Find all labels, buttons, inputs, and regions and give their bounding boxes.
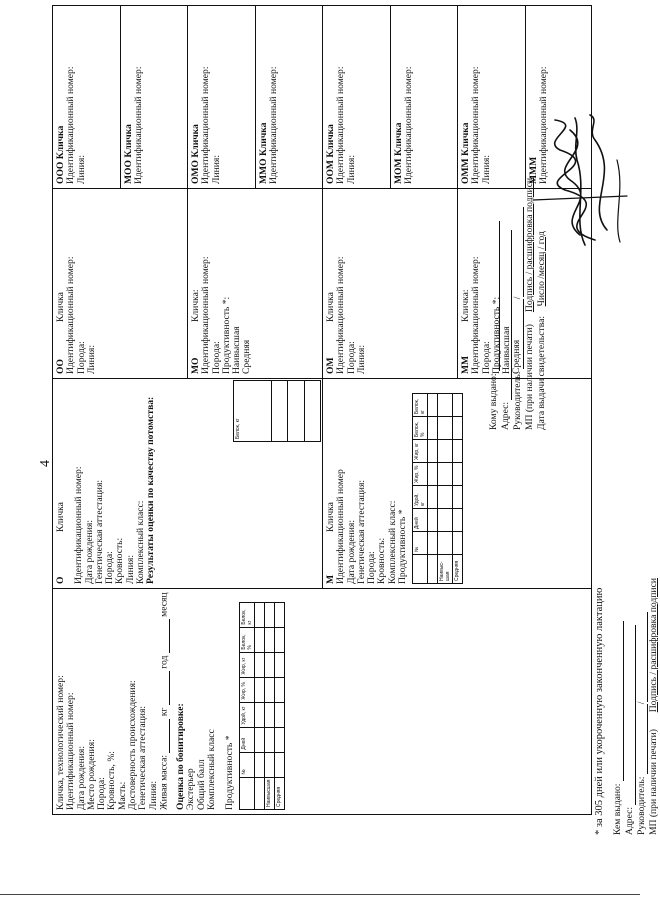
right-signature-label: Подпись / расшифровка подписи [524, 177, 535, 313]
dam-line: Дата рождения: [75, 746, 87, 810]
prod-header: Дней [240, 727, 255, 752]
gp-OM-line: Порода: [345, 341, 357, 374]
prod-header: Белок, кг [413, 394, 428, 417]
prod-header: Дней [413, 509, 428, 532]
gp-MM-line: Идентификационный номер: [470, 256, 482, 374]
page-edge-rule [0, 894, 640, 895]
prod-row-label: Средняя [453, 555, 463, 584]
left-address: Адрес: [624, 806, 635, 835]
gp-OM-name: Кличка [325, 292, 336, 322]
ggp-MMO-cell [256, 6, 323, 188]
bonitation-line: Общий балл [195, 759, 207, 810]
dam2-line: Порода: [366, 551, 378, 584]
page-number: 4 [38, 460, 53, 467]
prod-header: Жир, кг [240, 652, 255, 677]
dam2-line: Продуктивность * [397, 509, 409, 584]
right-head: Руководитель: [512, 371, 523, 430]
gp-MO-line: Наивысшая [231, 326, 243, 374]
gp-MM-line: Порода: [480, 341, 492, 374]
bonitation-line: Комплексный класс [205, 729, 217, 810]
dam-line: Кровность, %: [106, 751, 118, 810]
left-head: Руководитель: [636, 776, 647, 835]
gp-OO-lines [66, 193, 97, 374]
prod-header: Удой, кг [413, 486, 428, 509]
bonitation-line: Экстерьер [185, 768, 197, 810]
sire-name-label: Кличка [55, 502, 66, 532]
gp-OO-line: Идентификационный номер: [65, 256, 77, 374]
offspring-header: Белок, кг [234, 381, 272, 442]
sire-line: Комплексный класс: [135, 500, 147, 584]
dam-line: Масть: [116, 781, 128, 810]
dam-line: Достоверность происхождения: [127, 680, 139, 810]
right-stamp: МП (при наличии печати) [524, 324, 535, 430]
dam-line: Кличка, технологический номер: [55, 675, 66, 810]
gp-MM-line: Наивысшая [501, 326, 513, 374]
dam2-line: Идентификационный номер [335, 469, 347, 584]
gp-OM-line: Идентификационный номер: [335, 256, 347, 374]
footnote: * за 305 дней или укороченную законченную лактацию [594, 587, 605, 835]
left-issue-block: Кем выдано: Адрес: Руководитель: / МП (при наличии печати) Подпись / расшифровка подписи [612, 578, 659, 835]
gp-MO-title: МО [190, 357, 201, 374]
dam2-line: Дата рождения: [345, 520, 357, 584]
right-issued-to: Кому выдано: [488, 373, 499, 430]
dam-line: Генетическая аттестация: [137, 705, 149, 810]
ggp-OMM-line: Линия: [480, 155, 492, 184]
ggp-OMO-cell [188, 6, 256, 188]
ggp-OOO-cell [53, 6, 121, 188]
prod-row-label: Средняя [275, 777, 285, 809]
ggp-MMM-title: МММ [528, 156, 539, 184]
gp-OM-line: Линия: [355, 345, 367, 374]
sire-line: Линия: [124, 555, 136, 584]
right-date-format: Число /месяц / год [536, 231, 547, 307]
dam-line: Линия: [147, 781, 159, 810]
ggp-MMO-line: Идентификационный номер: [268, 66, 280, 184]
bonitation-title: Оценка по бонитировке: [174, 703, 186, 810]
left-signature-label: Подпись / расшифровка подписи [648, 578, 659, 713]
gp-MO-line: Продуктивность *: [220, 296, 232, 374]
prod-header: Жир, кг [413, 440, 428, 463]
ggp-OMM-cell [458, 6, 526, 188]
ggp-OOM-line: Идентификационный номер: [335, 66, 347, 184]
gp-MO-line: Средняя [241, 339, 253, 374]
gp-MM-name: Кличка: [460, 289, 471, 322]
gp-MM-line: Продуктивность *: [490, 296, 502, 374]
sire-line: Порода: [104, 551, 116, 584]
gp-MO-name: Кличка: [190, 289, 201, 322]
gp-OM-cell [323, 188, 458, 378]
ggp-OMM-line: Идентификационный номер: [470, 66, 482, 184]
prod-header: Белок, кг [240, 602, 255, 627]
ggp-OOM-line: Линия: [345, 155, 357, 184]
dam2-cell [323, 378, 591, 588]
dam-cell [53, 588, 591, 814]
dam2-lines [336, 383, 408, 584]
gp-MO-cell [188, 188, 323, 378]
left-issued-by: Кем выдано: [612, 783, 623, 835]
sire-lines [74, 383, 146, 584]
prod-header: Жир, % [240, 677, 255, 702]
offspring-label: Результаты оценки по качеству потомства: [145, 396, 157, 584]
offspring-table [233, 380, 321, 442]
gp-OM-title: ОМ [325, 357, 336, 374]
sire-line: Генетическая аттестация: [93, 479, 105, 584]
sire-line: Кровность: [114, 537, 126, 584]
dam2-name-label: Кличка [325, 502, 336, 532]
ggp-MMO-title: ММО Кличка [258, 122, 269, 184]
dam2-line: Комплексный класс: [386, 500, 398, 584]
gp-OO-cell [53, 188, 188, 378]
dam-productivity-label: Продуктивность * [224, 735, 236, 810]
ggp-MOM-line: Идентификационный номер: [403, 66, 415, 184]
handwritten-signature [525, 110, 635, 260]
gp-MO-line: Порода: [210, 341, 222, 374]
right-address: Адрес: [500, 401, 511, 430]
gp-OO-line: Порода: [75, 341, 87, 374]
gp-OO-line: Линия: [85, 345, 97, 374]
prod-header: Удой, кг [240, 702, 255, 727]
prod-header: Белок, % [413, 417, 428, 440]
gp-MM-title: ММ [460, 355, 471, 374]
prod-header: № [240, 752, 255, 777]
ggp-OOM-cell [323, 6, 391, 188]
ggp-OMO-line: Линия: [210, 155, 222, 184]
ggp-MOO-cell [121, 6, 188, 188]
prod-header: Белок, % [240, 627, 255, 652]
ggp-OOO-title: ООО Кличка [55, 125, 66, 184]
dam-line: Место рождения: [85, 739, 97, 810]
left-stamp: МП (при наличии печати) [648, 729, 659, 835]
gp-OO-title: ОО [55, 359, 66, 374]
dam2-line: Кровность: [376, 537, 388, 584]
dam-productivity-table [239, 602, 285, 810]
ggp-MOM-title: МОМ Кличка [393, 122, 404, 184]
ggp-OMM-title: ОММ Кличка [460, 122, 471, 184]
bonitation-lines [186, 593, 217, 810]
ggp-OOM-title: ООМ Кличка [325, 124, 336, 184]
ggp-OOO-line: Линия: [75, 155, 87, 184]
gp-MO-line: Идентификационный номер: [200, 256, 212, 374]
gp-OO-name: Кличка [55, 292, 66, 322]
ggp-OMO-title: ОМО Кличка [190, 124, 201, 184]
prod-row-label: Наивысшая [265, 777, 275, 809]
sire-title: О [55, 576, 66, 584]
dam2-line: Генетическая аттестация: [355, 479, 367, 584]
dam2-productivity-table [412, 393, 463, 584]
sire-line: Идентификационный номер: [73, 466, 85, 584]
ggp-MOO-line: Идентификационный номер: [133, 66, 145, 184]
ggp-MMM-line: Идентификационный номер: [538, 66, 550, 184]
dam-line: Идентификационный номер: [65, 692, 77, 810]
ggp-MOM-cell [391, 6, 458, 188]
dam-line: Порода: [96, 777, 108, 810]
prod-header: № [413, 532, 428, 555]
ggp-OMO-line: Идентификационный номер: [200, 66, 212, 184]
dam2-title: М [325, 574, 336, 584]
dam-lines [56, 593, 159, 810]
dam-weight-line: Живая масса: кг год месяц [158, 592, 170, 810]
gp-MM-line: Средняя [511, 339, 523, 374]
right-date-label: Дата выдачи свидетельства: [536, 315, 547, 430]
gp-MO-lines [201, 193, 252, 374]
prod-header: Жир, % [413, 463, 428, 486]
prod-row-label: Наивыс-шая [438, 555, 453, 584]
right-issue-block: Кому выдано: Адрес: Руководитель: / МП (при наличии печати) Подпись / расшифровка подписи Дата выдачи свидетельства: Число /месяц / год [488, 177, 547, 430]
ggp-MOO-title: МОО Кличка [123, 124, 134, 184]
sire-line: Дата рождения: [83, 520, 95, 584]
ggp-OOO-line: Идентификационный номер: [65, 66, 77, 184]
gp-OM-lines [336, 193, 367, 374]
